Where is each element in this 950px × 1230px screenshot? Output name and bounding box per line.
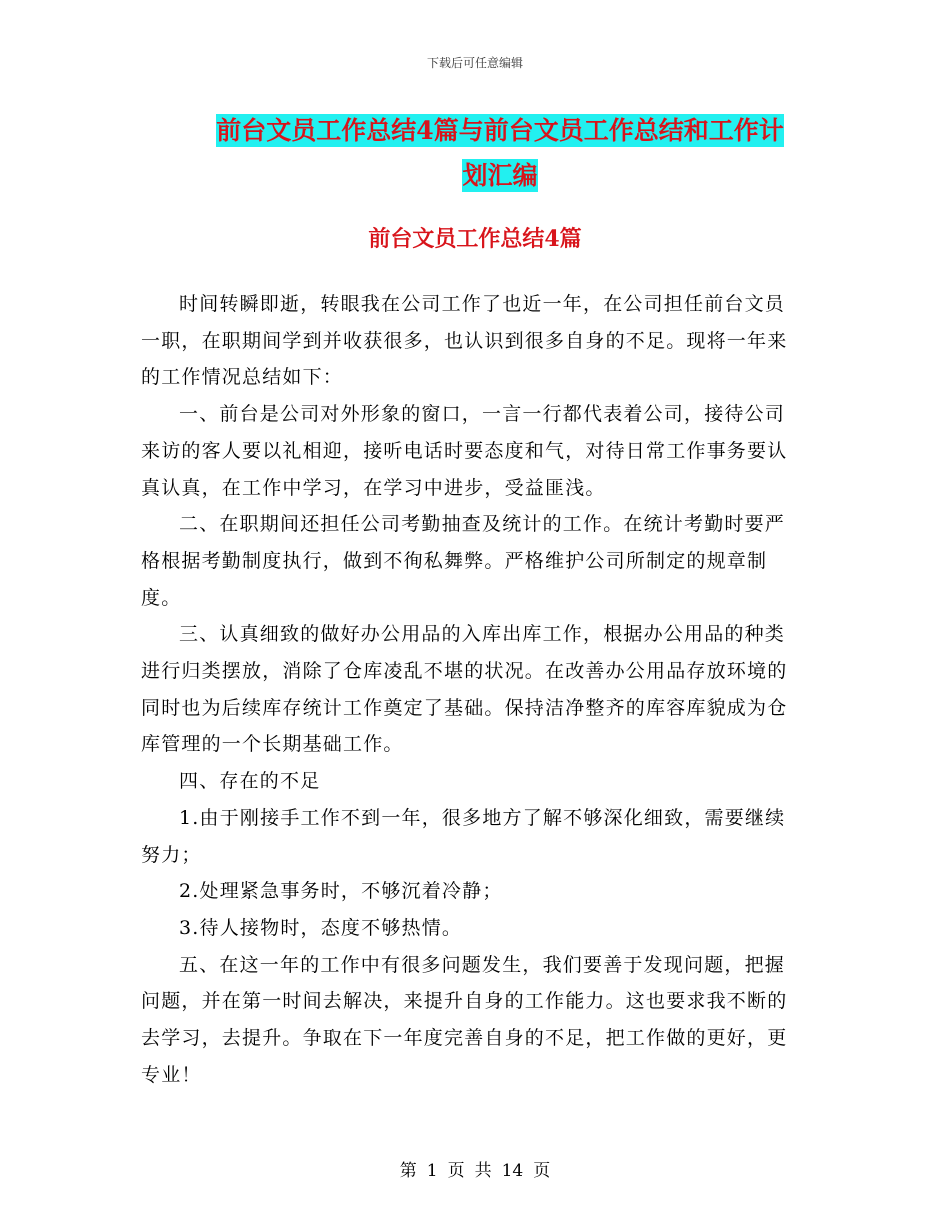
footer-suffix: 页 (533, 1161, 551, 1181)
list-item-shortcoming-3: 3.待人接物时，态度不够热情。 (179, 916, 463, 939)
footer-page-word: 页 (447, 1161, 465, 1181)
paragraph-intro: 时间转瞬即逝，转眼我在公司工作了也近一年，在公司担任前台文员一职，在职期间学到并收获很多，也认识到很多自身的不足。现将一年来的工作情况总结如下： (141, 293, 788, 389)
footer-prefix: 第 (399, 1161, 417, 1181)
footer-total-pages: 14 (501, 1161, 524, 1181)
footer-page-number: 1 (426, 1161, 438, 1181)
paragraph-point-2: 二、在职期间还担任公司考勤抽查及统计的工作。在统计考勤时要严格根据考勤制度执行，做到不徇私舞弊。严格维护公司所制定的规章制度。 (141, 513, 786, 609)
list-item-shortcoming-2: 2.处理紧急事务时，不够沉着冷静； (179, 880, 503, 903)
document-body (141, 286, 797, 1093)
document-title (130, 108, 870, 198)
paragraph-point-5: 五、在这一年的工作中有很多问题发生，我们要善于发现问题，把握问题，并在第一时间去解决，来提升自身的工作能力。这也要求我不断的去学习，去提升。争取在下一年度完善自身的不足，把工作做的更好，更专业！ (141, 953, 788, 1086)
page-footer (0, 1156, 950, 1181)
list-item-shortcoming-1: 1.由于刚接手工作不到一年，很多地方了解不够深化细致，需要继续努力； (141, 806, 786, 866)
paragraph-point-3: 三、认真细致的做好办公用品的入库出库工作，根据办公用品的种类进行归类摆放，消除了仓库凌乱不堪的状况。在改善办公用品存放环境的同时也为后续库存统计工作奠定了基础。保持洁净整齐的库容库貌成为仓库管理的一个长期基础工作。 (141, 623, 788, 756)
header-note: 下载后可任意编辑 (426, 56, 523, 70)
footer-total-word: 共 (474, 1161, 492, 1181)
paragraph-point-1: 一、前台是公司对外形象的窗口，一言一行都代表着公司，接待公司来访的客人要以礼相迎，接听电话时要态度和气，对待日常工作事务要认真认真，在工作中学习，在学习中进步，受益匪浅。 (141, 403, 788, 499)
section-title: 前台文员工作总结4篇 (368, 226, 582, 252)
paragraph-point-4-heading: 四、存在的不足 (179, 770, 321, 793)
title-line-1: 前台文员工作总结4篇与前台文员工作总结和工作计 (216, 116, 784, 145)
title-line-2: 划汇编 (462, 161, 538, 190)
